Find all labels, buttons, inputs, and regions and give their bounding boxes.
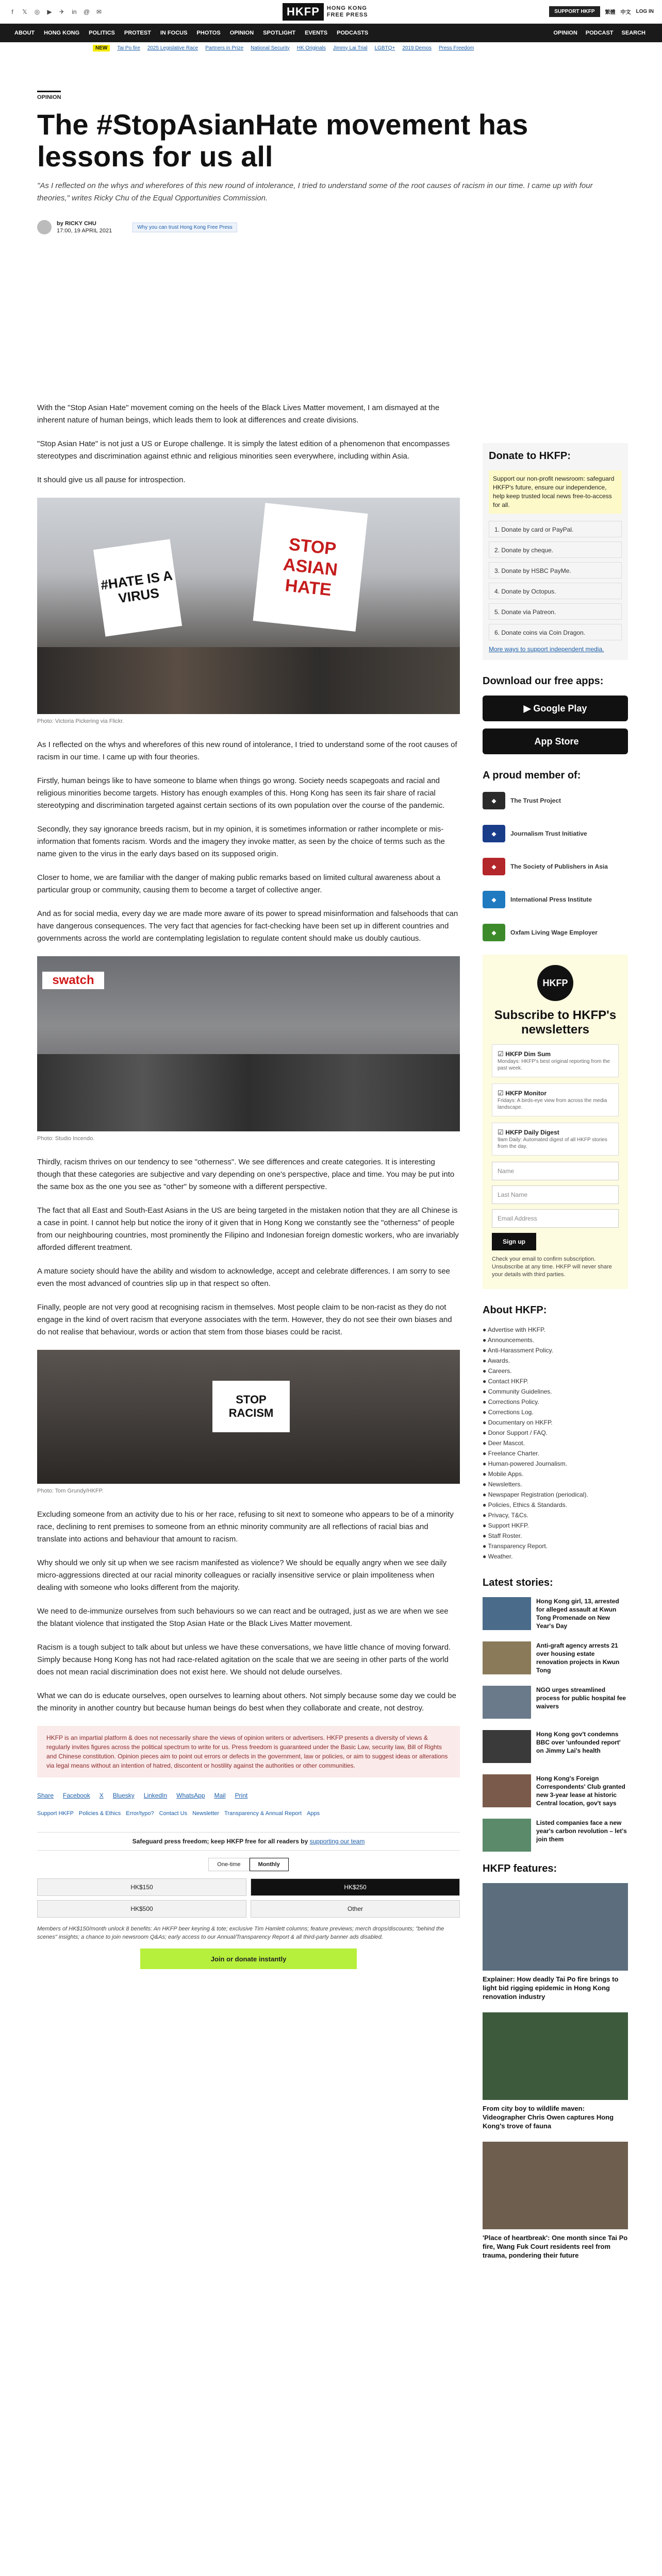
about-link[interactable]: Policies, Ethics & Standards. bbox=[488, 1501, 567, 1509]
latest-headline[interactable]: Anti-graft agency arrests 21 over housing estate renovation projects in Kwun Tong bbox=[536, 1642, 620, 1674]
publish-date: 17:00, 19 APRIL 2021 bbox=[57, 228, 112, 234]
about-item[interactable]: ● Human-powered Journalism. bbox=[483, 1460, 567, 1467]
new-badge: NEW bbox=[93, 45, 110, 52]
article-photo-protest bbox=[37, 498, 460, 714]
article-photo-street bbox=[37, 956, 460, 1131]
footer-link[interactable]: Support HKFP bbox=[37, 1810, 74, 1817]
donate-option[interactable]: 2. Donate by cheque. bbox=[489, 541, 622, 558]
ticker-item[interactable]: Jimmy Lai Trial bbox=[333, 45, 368, 51]
footer-link[interactable]: Apps bbox=[307, 1810, 320, 1817]
nav-item[interactable]: PODCAST bbox=[585, 30, 614, 36]
protest-sign-stop-racism: STOP RACISM bbox=[212, 1381, 290, 1432]
member-mark-icon: ◆ bbox=[483, 858, 505, 875]
about-link[interactable]: Announcements. bbox=[487, 1336, 534, 1344]
article-lede: "As I reflected on the whys and wherefores of this new round of intolerance, I tried to understand some of the root causes of racism in our time. I came up with four theories," writes Ricky Chu of the Equal Opportunities Commission. bbox=[37, 181, 593, 202]
nav-item[interactable]: PHOTOS bbox=[196, 30, 221, 36]
donate-intro[interactable]: Support our non-profit newsroom: safeguard HKFP's future, ensure our independence, help keep trusted local news free-to-access for all. bbox=[489, 470, 622, 514]
latest-item[interactable] bbox=[483, 1819, 628, 1852]
signup-button[interactable]: Sign up bbox=[492, 1233, 536, 1250]
email-field[interactable]: Email Address bbox=[492, 1209, 619, 1228]
ticker-item[interactable]: Partners in Prize bbox=[205, 45, 244, 51]
about-item[interactable]: ● Awards. bbox=[483, 1357, 510, 1364]
donate-option[interactable]: 5. Donate via Patreon. bbox=[489, 603, 622, 620]
support-hkfp-button[interactable]: SUPPORT HKFP bbox=[549, 6, 600, 17]
login-link[interactable]: LOG IN bbox=[636, 9, 654, 14]
about-item[interactable]: ● Documentary on HKFP. bbox=[483, 1419, 553, 1426]
share-link[interactable]: Facebook bbox=[63, 1792, 90, 1799]
latest-thumb[interactable] bbox=[483, 1597, 531, 1630]
about-item[interactable]: ● Corrections Log. bbox=[483, 1409, 534, 1416]
donate-title: Donate to HKFP: bbox=[489, 450, 571, 462]
newsletter-options bbox=[492, 1044, 619, 1156]
latest-thumb[interactable] bbox=[483, 1819, 531, 1852]
newsletter-logo: HKFP bbox=[537, 965, 573, 1001]
newsletter-title: Subscribe to HKFP's newsletters bbox=[494, 1008, 617, 1037]
footer-link[interactable]: Error/typo? bbox=[126, 1810, 154, 1817]
about-link[interactable]: Community Guidelines. bbox=[488, 1388, 552, 1395]
latest-item[interactable] bbox=[483, 1686, 628, 1719]
donate-option[interactable]: 6. Donate coins via Coin Dragon. bbox=[489, 624, 622, 640]
about-link[interactable]: Donor Support / FAQ. bbox=[488, 1429, 548, 1436]
share-link[interactable]: Print bbox=[235, 1792, 248, 1799]
feature-headline[interactable]: 'Place of heartbreak': One month since Tai Po fire, Wang Fuk Court residents reel from trauma, pondering their future bbox=[483, 2234, 628, 2259]
latest-item[interactable] bbox=[483, 1774, 628, 1807]
ticker-item[interactable]: 2019 Demos bbox=[402, 45, 432, 51]
share-link[interactable]: Share bbox=[37, 1792, 54, 1799]
crowd-shape bbox=[37, 1054, 460, 1131]
footer-link[interactable]: Policies & Ethics bbox=[78, 1810, 121, 1817]
opinion-disclaimer: HKFP is an impartial platform & does not necessarily share the views of opinion writers or advertisers. HKFP presents a diversity of views & regularly invites figures across the political spectrum to write for us. Press freedom is guaranteed under the Basic Law, security law, Bill of Rights and Chinese constitution. Opinion pieces aim to point out errors or defects in the government, law or policies, or aim to suggest ideas or alterations via legal means without an intention of hatred, discontent or hostility against the authorities or other communities. bbox=[37, 1726, 460, 1777]
footer-link[interactable]: Newsletter bbox=[192, 1810, 220, 1817]
about-link[interactable]: Anti-Harassment Policy. bbox=[487, 1347, 554, 1354]
about-link[interactable]: Contact HKFP. bbox=[488, 1378, 529, 1385]
photo-caption: Photo: Studio Incendo. bbox=[37, 1136, 95, 1142]
nav-item[interactable]: EVENTS bbox=[305, 30, 328, 36]
feature-headline[interactable]: Explainer: How deadly Tai Po fire brings to light bid rigging epidemic in Hong Kong renovation industry bbox=[483, 1975, 619, 2001]
latest-headline[interactable]: Listed companies face a new year's carbon revolution – let's join them bbox=[536, 1819, 627, 1843]
about-title: About HKFP: bbox=[483, 1304, 547, 1316]
nav-item[interactable]: SPOTLIGHT bbox=[263, 30, 296, 36]
name-field[interactable]: Name bbox=[492, 1162, 619, 1180]
paragraph: Thirdly, racism thrives on our tendency to see "otherness". We see differences and create categories. It is interesting though that these categories are subjective and vary depending on one's perspective, place and time. You may be put into the same box as the one you see as "other" by someone with a different perspective. bbox=[37, 1158, 455, 1191]
ticker-item[interactable]: 2025 Legislative Race bbox=[147, 45, 198, 51]
ticker-item[interactable]: Tai Po fire bbox=[117, 45, 140, 51]
amount-options bbox=[37, 1878, 460, 1918]
about-item[interactable]: ● Newspaper Registration (periodical). bbox=[483, 1491, 588, 1498]
features-title: HKFP features: bbox=[483, 1863, 557, 1874]
member-logo[interactable] bbox=[483, 856, 628, 877]
feature-thumb[interactable] bbox=[483, 1883, 628, 1971]
about-item[interactable]: ● Announcements. bbox=[483, 1336, 534, 1344]
member-mark-icon: ◆ bbox=[483, 792, 505, 809]
logo-text: HONG KONG FREE PRESS bbox=[326, 5, 368, 18]
about-item[interactable]: ● Weather. bbox=[483, 1553, 513, 1560]
ticker-item[interactable]: HK Originals bbox=[296, 45, 326, 51]
threads-icon[interactable]: @ bbox=[83, 8, 90, 15]
membership-note: Members of HK$150/month unlock 8 benefits: An HKFP beer keyring & tote; exclusive Tim Hamlett columns; feature previews; merch drops/discounts; "behind the scenes" insights; a chance to join newsroom Q&As; early access to our Annual/Transparency Report & all third-party banner ads disabled. bbox=[37, 1926, 444, 1940]
newsletter-name: HKFP Daily Digest bbox=[505, 1129, 559, 1136]
nav-right bbox=[553, 24, 646, 42]
photo-caption: Photo: Tom Grundy/HKFP. bbox=[37, 1488, 104, 1494]
share-link[interactable]: Mail bbox=[214, 1792, 226, 1799]
latest-headline[interactable]: Hong Kong's Foreign Correspondents' Club granted new 3-year lease at historic Central location, gov't says bbox=[536, 1775, 625, 1807]
latest-item[interactable] bbox=[483, 1730, 628, 1763]
footer-link[interactable]: Transparency & Annual Report bbox=[224, 1810, 302, 1817]
linkedin-icon[interactable]: in bbox=[72, 8, 77, 15]
about-link[interactable]: Newspaper Registration (periodical). bbox=[488, 1491, 588, 1498]
member-logo[interactable] bbox=[483, 922, 628, 943]
about-list bbox=[483, 1325, 628, 1562]
apps-title: Download our free apps: bbox=[483, 675, 604, 687]
crowd-shape bbox=[37, 647, 460, 714]
latest-item[interactable] bbox=[483, 1641, 628, 1674]
newsletter-name: HKFP Monitor bbox=[505, 1090, 547, 1097]
paragraph: Excluding someone from an activity due to his or her race, refusing to sit next to someone who appears to be of a minority race, declining to rent premises to someone from an ethnic minority community are all reflections of racial bias and translate into actions and behaviour that amount to racism. bbox=[37, 1510, 454, 1544]
paragraph: Finally, people are not very good at recognising racism in themselves. Most people claim to be non-racist as they do not engage in the kind of overt racism that everyone associates with the term. However, they do not see their own biases and do not realise that behaviour, words or action that stem from those biases could be racist. bbox=[37, 1303, 452, 1336]
google-play-button[interactable]: ▶ Google Play bbox=[483, 696, 628, 721]
feature-thumb[interactable] bbox=[483, 2142, 628, 2229]
nav-item[interactable]: PROTEST bbox=[124, 30, 151, 36]
about-link[interactable]: Corrections Policy. bbox=[488, 1398, 539, 1405]
paragraph: With the "Stop Asian Hate" movement coming on the heels of the Black Lives Matter movement, I am dismayed at the inherent nature of human beings, which leads them to look at differences and create divisions. bbox=[37, 403, 440, 425]
app-store-button[interactable]: App Store bbox=[483, 728, 628, 754]
about-item[interactable]: ● Transparency Report. bbox=[483, 1543, 548, 1550]
ticker-item[interactable]: National Security bbox=[251, 45, 290, 51]
donate-options bbox=[489, 521, 622, 640]
instagram-icon[interactable]: ◎ bbox=[34, 8, 40, 15]
checkbox-icon[interactable]: ☑ bbox=[498, 1128, 506, 1136]
article-photo-stop-racism bbox=[37, 1350, 460, 1484]
paragraph: Firstly, human beings like to have someone to blame when things go wrong. Society needs scapegoats and racial and religious minorities become targets. History has enough examples of this. Hong Kong has seen its fair share of racial stereotyping and discrimination targeted against certain sections of its own population over the course of the pandemic. bbox=[37, 776, 445, 810]
paragraph: Closer to home, we are familiar with the danger of making public remarks based on limited cultural awareness about a particular group or community, causing them to become a target of collective anger. bbox=[37, 873, 441, 894]
about-link[interactable]: Staff Roster. bbox=[488, 1532, 522, 1539]
about-item[interactable]: ● Freelance Charter. bbox=[483, 1450, 539, 1457]
paragraph: And as for social media, every day we are made more aware of its power to spread misinformation and falsehoods that can have dangerous consequences. The very fact that agencies for fact-checking have been set up in different countries and governments across the world are contemplating legislation to regulate content should make us doubly cautious. bbox=[37, 909, 458, 943]
about-item[interactable]: ● Newsletters. bbox=[483, 1481, 522, 1488]
latest-thumb[interactable] bbox=[483, 1686, 531, 1719]
ticker-items bbox=[117, 45, 474, 51]
member-mark-icon: ◆ bbox=[483, 825, 505, 842]
header-actions bbox=[549, 6, 654, 17]
nav-item[interactable]: ABOUT bbox=[14, 30, 35, 36]
frequency-toggle bbox=[37, 1858, 460, 1871]
paragraph: As I reflected on the whys and wherefores of this new round of intolerance, I tried to understand some of the root causes of racism in our time. I came up with four theories. bbox=[37, 740, 457, 761]
last-name-field[interactable]: Last Name bbox=[492, 1185, 619, 1204]
about-link[interactable]: Awards. bbox=[487, 1357, 510, 1364]
donate-option[interactable]: 4. Donate by Octopus. bbox=[489, 583, 622, 599]
share-link[interactable]: X bbox=[99, 1792, 104, 1799]
about-link[interactable]: Deer Mascot. bbox=[488, 1439, 525, 1447]
newsletter-option[interactable] bbox=[492, 1044, 619, 1077]
paragraph: Racism is a tough subject to talk about but unless we have these conversations, we have little chance of moving forward. Simply because Hong Kong has not had race-related agitation on the scale that we are seeing in other parts of the world does not mean racial discrimination does not exist here. We should not delude ourselves. bbox=[37, 1643, 451, 1676]
article-header bbox=[0, 54, 662, 234]
amount-option[interactable]: HK$150 bbox=[37, 1878, 246, 1896]
about-item[interactable]: ● Careers. bbox=[483, 1367, 512, 1375]
paragraph: What we can do is educate ourselves, open ourselves to learning about others. Not simply because some day we could be the minority in another country but because human beings do best when they collaborate and create, not destroy. bbox=[37, 1691, 456, 1713]
about-item[interactable]: ● Deer Mascot. bbox=[483, 1439, 525, 1447]
telegram-icon[interactable]: ✈ bbox=[59, 8, 65, 15]
about-item[interactable]: ● Donor Support / FAQ. bbox=[483, 1429, 548, 1436]
about-link[interactable]: Newsletters. bbox=[488, 1481, 522, 1488]
about-item[interactable]: ● Contact HKFP. bbox=[483, 1378, 529, 1385]
about-link[interactable]: Human-powered Journalism. bbox=[488, 1460, 567, 1467]
member-name: Oxfam Living Wage Employer bbox=[510, 929, 598, 936]
feature-thumb[interactable] bbox=[483, 2012, 628, 2100]
amount-option[interactable]: HK$500 bbox=[37, 1900, 246, 1918]
nav-item[interactable]: POLITICS bbox=[89, 30, 115, 36]
latest-headline[interactable]: NGO urges streamlined process for public hospital fee waivers bbox=[536, 1686, 626, 1710]
about-item[interactable]: ● Corrections Policy. bbox=[483, 1398, 539, 1405]
member-name: Journalism Trust Initiative bbox=[510, 830, 587, 837]
about-link[interactable]: Support HKFP. bbox=[488, 1522, 529, 1529]
features-list bbox=[483, 1883, 628, 2260]
social-icons bbox=[8, 8, 103, 16]
footer-link[interactable]: Contact Us bbox=[159, 1810, 188, 1817]
about-item[interactable]: ● Advertise with HKFP. bbox=[483, 1326, 545, 1333]
about-link[interactable]: Weather. bbox=[488, 1553, 513, 1560]
about-item[interactable]: ● Staff Roster. bbox=[483, 1532, 522, 1539]
article-footer-links bbox=[37, 1810, 460, 1817]
article-body bbox=[37, 402, 460, 1969]
about-link[interactable]: Transparency Report. bbox=[488, 1543, 548, 1550]
latest-thumb[interactable] bbox=[483, 1774, 531, 1807]
member-name: The Trust Project bbox=[510, 797, 561, 804]
latest-list bbox=[483, 1597, 628, 1852]
author-name[interactable]: by RICKY CHU bbox=[57, 221, 96, 227]
member-logo[interactable] bbox=[483, 790, 628, 811]
paragraph: Why should we only sit up when we see racism manifested as violence? We should be equally angry when we see daily micro-aggressions directed at our racial minority colleagues or racially insensitive service or plain impoliteness when dealing with someone who looks different from the majority. bbox=[37, 1558, 447, 1592]
member-logo[interactable] bbox=[483, 889, 628, 910]
about-item[interactable]: ● Policies, Ethics & Standards. bbox=[483, 1501, 567, 1509]
paragraph: Secondly, they say ignorance breeds racism, but in my opinion, it is sometimes information or rather incomplete or mis-information that foments racism. Words and the imagery they invoke matter, as seen by the choice of terms such as the name given to the virus in the early days based on its supposed origin. bbox=[37, 825, 445, 858]
main-nav bbox=[0, 24, 662, 42]
latest-thumb[interactable] bbox=[483, 1641, 531, 1674]
latest-headline[interactable]: Hong Kong girl, 13, arrested for alleged assault at Kwun Tong Promenade on New Year's Day bbox=[536, 1598, 619, 1630]
paragraph: It should give us all pause for introspection. bbox=[37, 476, 186, 484]
donate-option[interactable]: 3. Donate by HSBC PayMe. bbox=[489, 562, 622, 579]
author-avatar bbox=[37, 220, 52, 234]
about-link[interactable]: Privacy, T&Cs. bbox=[488, 1512, 528, 1519]
checkbox-icon[interactable]: ☑ bbox=[498, 1050, 506, 1058]
trust-link[interactable]: Why you can trust Hong Kong Free Press bbox=[133, 223, 237, 232]
newsletter-box bbox=[483, 955, 628, 1289]
latest-item[interactable] bbox=[483, 1597, 628, 1630]
nav-item[interactable]: PODCASTS bbox=[337, 30, 369, 36]
newsletter-desc: Fridays: A birds-eye view from across the media landscape. bbox=[498, 1098, 607, 1110]
about-link[interactable]: Freelance Charter. bbox=[488, 1450, 539, 1457]
site-logo[interactable] bbox=[283, 2, 386, 22]
about-link[interactable]: Corrections Log. bbox=[488, 1409, 534, 1416]
sidebar bbox=[483, 443, 628, 2271]
monthly-tab[interactable]: Monthly bbox=[250, 1858, 289, 1871]
member-mark-icon: ◆ bbox=[483, 891, 505, 908]
photo-caption: Photo: Victoria Pickering via Flickr. bbox=[37, 718, 124, 724]
member-mark-icon: ◆ bbox=[483, 924, 505, 941]
newsletter-option[interactable] bbox=[492, 1083, 619, 1116]
support-team-link[interactable]: supporting our team bbox=[309, 1838, 365, 1845]
one-time-tab[interactable]: One-time bbox=[208, 1858, 249, 1871]
feature-headline[interactable]: From city boy to wildlife maven: Videographer Chris Owen captures Hong Kong's trove of fauna bbox=[483, 2105, 614, 2130]
more-ways-link[interactable]: More ways to support independent media. bbox=[489, 646, 604, 653]
byline bbox=[37, 220, 625, 234]
nav-item[interactable]: SEARCH bbox=[621, 30, 646, 36]
protest-sign-hate-virus: #HATE IS A VIRUS bbox=[93, 539, 182, 636]
about-item[interactable]: ● Anti-Harassment Policy. bbox=[483, 1347, 554, 1354]
mail-icon[interactable]: ✉ bbox=[96, 8, 102, 15]
latest-headline[interactable]: Hong Kong gov't condemns BBC over 'unfounded report' on Jimmy Lai's health bbox=[536, 1731, 621, 1754]
share-link[interactable]: Bluesky bbox=[112, 1792, 135, 1799]
amount-option[interactable]: HK$250 bbox=[251, 1878, 460, 1896]
article-title: The #StopAsianHate movement has lessons for us all bbox=[37, 108, 528, 173]
donate-widget bbox=[37, 1832, 460, 1969]
nav-item[interactable]: OPINION bbox=[553, 30, 577, 36]
play-icon: ▶ bbox=[523, 703, 534, 714]
about-link[interactable]: Careers. bbox=[488, 1367, 512, 1375]
share-link[interactable]: WhatsApp bbox=[176, 1792, 205, 1799]
about-item[interactable]: ● Community Guidelines. bbox=[483, 1388, 552, 1395]
newsletter-desc: 9am Daily: Automated digest of all HKFP stories from the day. bbox=[498, 1137, 607, 1149]
about-link[interactable]: Advertise with HKFP. bbox=[487, 1326, 545, 1333]
newsletter-note: Check your email to confirm subscription. Unsubscribe at any time. HKFP will never share your details with third parties. bbox=[492, 1256, 612, 1278]
lang-en-link[interactable]: 中文 bbox=[620, 10, 631, 15]
paragraph: We need to de-immunize ourselves from such behaviours so we can react and be outraged, just as we are when we see the blatant violence that instigated the Stop Asian Hate or the Black Lives Matter movement. bbox=[37, 1607, 449, 1628]
member-name: The Society of Publishers in Asia bbox=[510, 863, 608, 870]
member-logos bbox=[483, 790, 628, 943]
donate-box bbox=[483, 443, 628, 660]
paragraph: "Stop Asian Hate" is not just a US or Europe challenge. It is simply the latest edition of a phenomenon that encompasses stereotypes and discrimination against ethnic and religious minorities seen everywhere, including within Asia. bbox=[37, 439, 450, 461]
share-links bbox=[37, 1792, 460, 1799]
nav-left bbox=[14, 30, 368, 36]
nav-item[interactable]: OPINION bbox=[229, 30, 254, 36]
lang-zh-link[interactable]: 繁體 bbox=[605, 10, 616, 15]
topic-ticker bbox=[0, 42, 662, 54]
about-link[interactable]: Documentary on HKFP. bbox=[488, 1419, 553, 1426]
x-icon[interactable]: 𝕏 bbox=[22, 8, 27, 15]
latest-thumb[interactable] bbox=[483, 1730, 531, 1763]
latest-title: Latest stories: bbox=[483, 1577, 553, 1588]
newsletter-name: HKFP Dim Sum bbox=[505, 1050, 551, 1058]
paragraph: A mature society should have the ability and wisdom to acknowledge, accept and celebrate differences. I am sorry to see even the most advanced of countries slip up in that respect so often. bbox=[37, 1267, 450, 1288]
article-category[interactable]: OPINION bbox=[37, 91, 61, 100]
paragraph: The fact that all East and South-East Asians in the US are being targeted in the mistaken notion that they are all Chinese is a case in point. I cannot help but notice the irony of it given that in Hong Kong we constantly see the "otherness" of people from our neighbouring countries, most prominently the Filipino and Indonesian foreign domestic workers, who are invariably afforded different treatment. bbox=[37, 1206, 459, 1252]
nav-item[interactable]: HONG KONG bbox=[44, 30, 80, 36]
newsletter-desc: Mondays: HKFP's best original reporting from the past week. bbox=[498, 1059, 610, 1071]
nav-item[interactable]: IN FOCUS bbox=[160, 30, 188, 36]
donate-option[interactable]: 1. Donate by card or PayPal. bbox=[489, 521, 622, 537]
ticker-item[interactable]: LGBTQ+ bbox=[374, 45, 395, 51]
facebook-icon[interactable]: f bbox=[11, 8, 13, 15]
top-bar bbox=[0, 0, 662, 24]
join-donate-button[interactable]: Join or donate instantly bbox=[140, 1948, 357, 1969]
youtube-icon[interactable]: ▶ bbox=[47, 8, 52, 15]
checkbox-icon[interactable]: ☑ bbox=[498, 1089, 506, 1097]
share-link[interactable]: LinkedIn bbox=[143, 1792, 168, 1799]
amount-option[interactable]: Other bbox=[251, 1900, 460, 1918]
member-logo[interactable] bbox=[483, 823, 628, 844]
newsletter-option[interactable] bbox=[492, 1123, 619, 1156]
support-bar: Safeguard press freedom; keep HKFP free for all readers by supporting our team bbox=[37, 1832, 460, 1851]
logo-mark: HKFP bbox=[283, 3, 324, 21]
about-item[interactable]: ● Mobile Apps. bbox=[483, 1470, 524, 1478]
ticker-item[interactable]: Press Freedom bbox=[439, 45, 474, 51]
about-item[interactable]: ● Support HKFP. bbox=[483, 1522, 529, 1529]
about-item[interactable]: ● Privacy, T&Cs. bbox=[483, 1512, 528, 1519]
about-link[interactable]: Mobile Apps. bbox=[488, 1470, 524, 1478]
member-title: A proud member of: bbox=[483, 770, 581, 781]
member-name: International Press Institute bbox=[510, 896, 592, 903]
protest-sign-stop-asian-hate: STOP ASIAN HATE bbox=[253, 503, 368, 632]
shop-sign: swatch bbox=[42, 972, 104, 989]
